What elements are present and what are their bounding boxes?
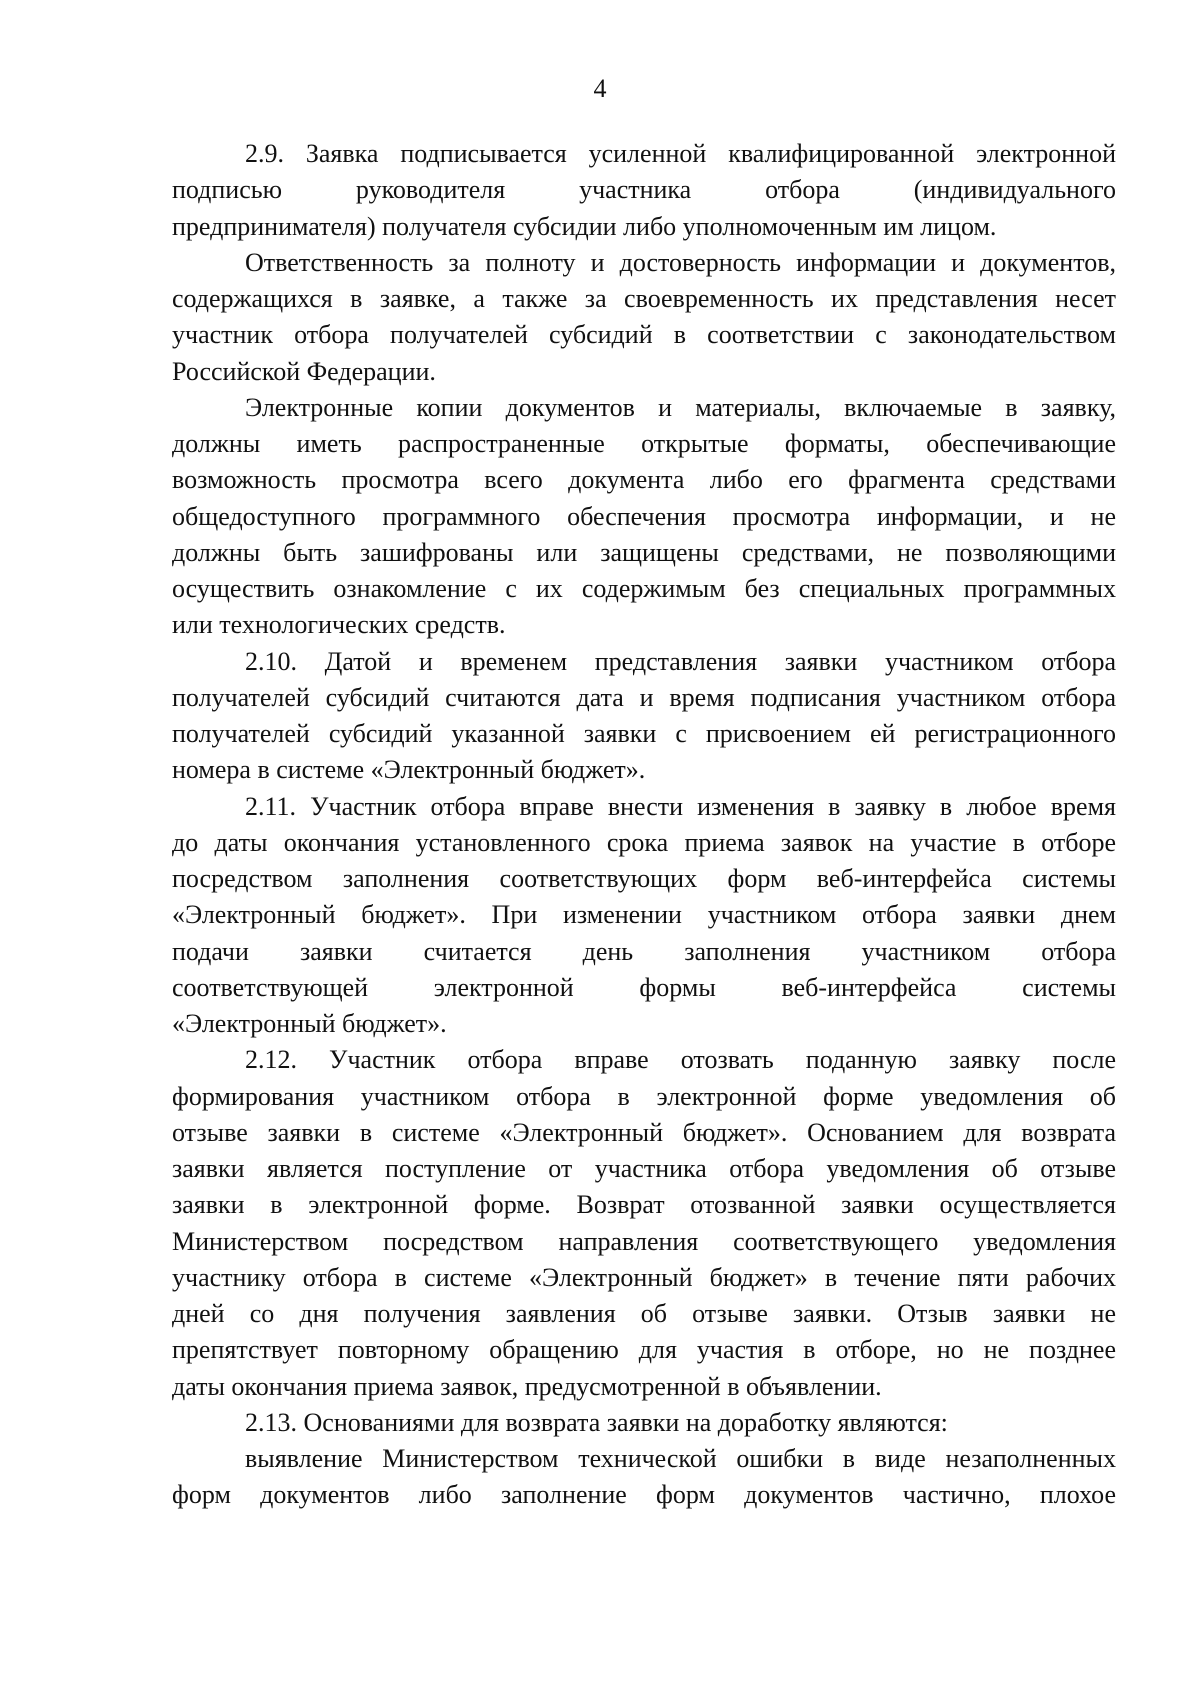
paragraph	[172, 390, 1116, 644]
paragraph	[172, 1042, 1116, 1405]
paragraph-line: получателей субсидий указанной заявки с присвоением ей регистрационного	[172, 719, 1116, 748]
paragraph-line: осуществить ознакомление с их содержимым без специальных программных	[172, 574, 1116, 603]
paragraph-line: должны быть зашифрованы или защищены средствами, не позволяющими	[172, 537, 1116, 567]
paragraph-line: «Электронный бюджет». При изменении участником отбора заявки днем	[172, 900, 1116, 930]
paragraph	[172, 644, 1116, 789]
paragraph-line: 2.10. Датой и временем представления заявки участником отбора	[245, 646, 1116, 676]
paragraph-line: до даты окончания установленного срока приема заявок на участие в отборе	[172, 827, 1116, 857]
paragraph-line: номера в системе «Электронный бюджет».	[172, 755, 646, 785]
paragraph-line: общедоступного программного обеспечения просмотра информации, и не	[172, 501, 1116, 531]
paragraph-line: получателей субсидий считаются дата и время подписания участником отбора	[172, 682, 1116, 712]
paragraph-line: отзыве заявки в системе «Электронный бюджет». Основанием для возврата	[172, 1117, 1116, 1147]
paragraph	[172, 1441, 1116, 1514]
paragraph-line: возможность просмотра всего документа либо его фрагмента средствами	[172, 465, 1116, 495]
document-body	[172, 136, 1116, 1514]
paragraph-line: соответствующей электронной формы веб-интерфейса системы	[172, 972, 1116, 1002]
paragraph-line: должны иметь распространенные открытые форматы, обеспечивающие	[172, 429, 1116, 458]
paragraph	[172, 1405, 1116, 1441]
paragraph	[172, 136, 1116, 245]
paragraph-line: подачи заявки считается день заполнения участником отбора	[172, 936, 1116, 966]
paragraph	[172, 789, 1116, 1043]
paragraph-line: Российской Федерации.	[172, 356, 436, 386]
paragraph-line: формирования участником отбора в электронной форме уведомления об	[172, 1081, 1116, 1111]
paragraph-line: дней со дня получения заявления об отзыве заявки. Отзыв заявки не	[172, 1299, 1116, 1328]
paragraph-line: участник отбора получателей субсидий в соответствии с законодательством	[172, 320, 1116, 350]
paragraph-line: 2.12. Участник отбора вправе отозвать поданную заявку после	[245, 1045, 1116, 1075]
paragraph-line: даты окончания приема заявок, предусмотренной в объявлении.	[172, 1371, 882, 1401]
paragraph-line: заявки в электронной форме. Возврат отозванной заявки осуществляется	[172, 1190, 1116, 1220]
paragraph-line: форм документов либо заполнение форм документов частично, плохое	[172, 1480, 1116, 1510]
paragraph	[172, 245, 1116, 390]
paragraph-line: содержащихся в заявке, а также за своевременность их представления несет	[172, 284, 1116, 313]
paragraph-line: предпринимателя) получателя субсидии либо уполномоченным им лицом.	[172, 211, 997, 241]
paragraph-line: 2.11. Участник отбора вправе внести изменения в заявку в любое время	[245, 791, 1116, 821]
paragraph-line: «Электронный бюджет».	[172, 1009, 447, 1038]
paragraph-line: или технологических средств.	[172, 610, 506, 640]
paragraph-line: препятствует повторному обращению для участия в отборе, но не позднее	[172, 1335, 1116, 1365]
paragraph-line: выявление Министерством технической ошибки в виде незаполненных	[245, 1444, 1116, 1473]
page-number: 4	[593, 74, 607, 103]
paragraph-line: посредством заполнения соответствующих форм веб-интерфейса системы	[172, 864, 1116, 893]
paragraph-line: Ответственность за полноту и достоверность информации и документов,	[245, 247, 1116, 277]
paragraph-line: 2.9. Заявка подписывается усиленной квалифицированной электронной	[245, 139, 1116, 168]
paragraph-line: Министерством посредством направления соответствующего уведомления	[172, 1226, 1116, 1256]
paragraph-line: подписью руководителя участника отбора (индивидуального	[172, 175, 1116, 205]
paragraph-line: Электронные копии документов и материалы, включаемые в заявку,	[245, 392, 1116, 422]
paragraph-line: участнику отбора в системе «Электронный бюджет» в течение пяти рабочих	[172, 1262, 1116, 1292]
paragraph-line: 2.13. Основаниями для возврата заявки на доработку являются:	[245, 1407, 948, 1437]
paragraph-line: заявки является поступление от участника отбора уведомления об отзыве	[172, 1154, 1116, 1183]
